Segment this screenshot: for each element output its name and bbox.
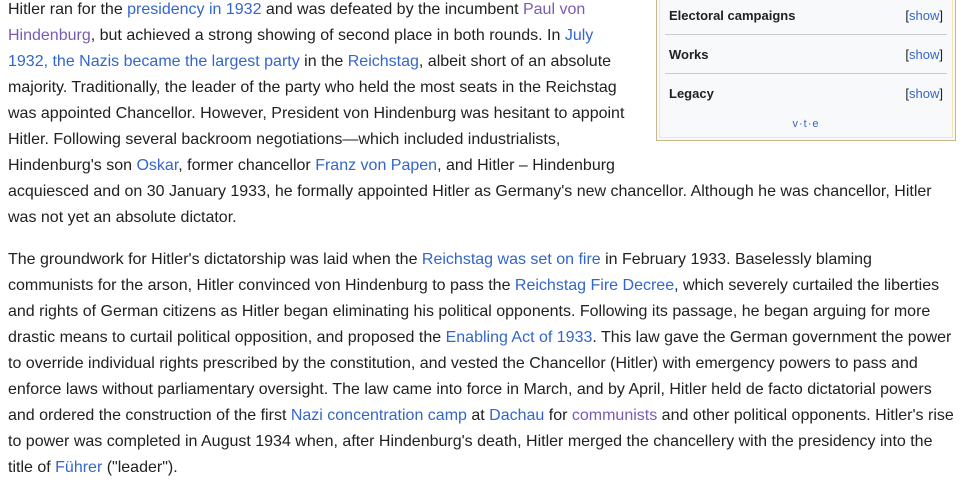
show-link[interactable]: show bbox=[909, 7, 940, 23]
navbox-row-label: Legacy bbox=[669, 85, 714, 101]
link-reichstag-fire[interactable]: Reichstag was set on fire bbox=[421, 251, 601, 268]
navbox-row-legacy bbox=[665, 73, 947, 112]
article-content bbox=[8, 0, 956, 487]
link-nazi-concentration-camp[interactable]: Nazi concentration camp bbox=[290, 407, 467, 424]
link-oskar[interactable]: Oskar bbox=[136, 157, 179, 174]
show-toggle[interactable]: [show] bbox=[905, 7, 943, 23]
link-enabling-act-1933[interactable]: Enabling Act of 1933 bbox=[445, 329, 593, 346]
talk-template-link[interactable]: t bbox=[803, 118, 808, 130]
link-july-1932-election[interactable]: July 1932, the Nazis became the largest party bbox=[8, 27, 594, 70]
show-toggle[interactable]: [show] bbox=[905, 85, 943, 101]
link-reichstag-fire-decree[interactable]: Reichstag Fire Decree bbox=[514, 277, 675, 294]
show-link[interactable]: show bbox=[909, 85, 940, 101]
link-fuhrer[interactable]: Führer bbox=[55, 459, 103, 476]
link-franz-von-papen[interactable]: Franz von Papen bbox=[315, 157, 438, 174]
link-paul-von-hindenburg[interactable]: Paul von Hindenburg bbox=[8, 1, 586, 44]
navbox-row-label: Works bbox=[669, 46, 709, 62]
link-presidency-1932[interactable]: presidency in 1932 bbox=[127, 1, 262, 18]
link-communists[interactable]: communists bbox=[571, 407, 658, 424]
link-reichstag[interactable]: Reichstag bbox=[347, 53, 419, 70]
view-template-link[interactable]: v bbox=[792, 118, 799, 130]
navbox bbox=[656, 0, 956, 141]
show-link[interactable]: show bbox=[909, 46, 940, 62]
link-dachau[interactable]: Dachau bbox=[489, 407, 545, 424]
edit-template-link[interactable]: e bbox=[812, 118, 820, 130]
paragraph-dictatorship: The groundwork for Hitler's dictatorship was laid when the Reichstag was set on fire in February 1933. Baselessly blaming communists for the arson, Hitler convinced von Hindenburg to pass the Reichstag Fire Decree, which severely curtailed the liberties and rights of German citizens as Hitler began eliminating his political opponents. Following its passage, he began arguing for more drastic means to curtail political opposition, and proposed the Enabling Act of 1933. This law gave the German government the power to override individual rights prescribed by the constitution, and vested the Chancellor (Hitler) with emergency powers to pass and enforce laws without parliamentary oversight. The law came into force in March, and by April, Hitler held de facto dictatorial powers and ordered the construction of the first Nazi concentration camp at Dachau for communists and other political opponents. Hitler's rise to power was completed in August 1934 when, after Hindenburg's death, Hitler merged the chancellery with the presidency into the title of Führer ("leader"). bbox=[8, 251, 954, 476]
navbox-row-label: Electoral campaigns bbox=[669, 7, 796, 23]
vte-links: v·t·e bbox=[792, 118, 820, 130]
paragraph-rise-to-chancellor: Hitler ran for the presidency in 1932 and was defeated by the incumbent Paul von Hindenburg, but achieved a strong showing of second place in both rounds. In July 1932, the Nazis became the largest party in the Reichstag, albeit short of an absolute majority. Traditionally, the leader of the party who held the most seats in the Reichstag was appointed Chancellor. However, President von Hindenburg was hesitant to appoint Hitler. Following several backroom negotiations—which included industrialists, Hindenburg's son Oskar, former chancellor Franz von Papen, and Hitler – Hindenburg acquiesced and on 30 January 1933, he formally appointed Hitler as Germany's new chancellor. Although he was chancellor, Hitler was not yet an absolute dictator. bbox=[8, 1, 932, 226]
show-toggle[interactable]: [show] bbox=[905, 46, 943, 62]
navbox-row-electoral-campaigns bbox=[665, 0, 947, 34]
navbox-row-works bbox=[665, 34, 947, 73]
